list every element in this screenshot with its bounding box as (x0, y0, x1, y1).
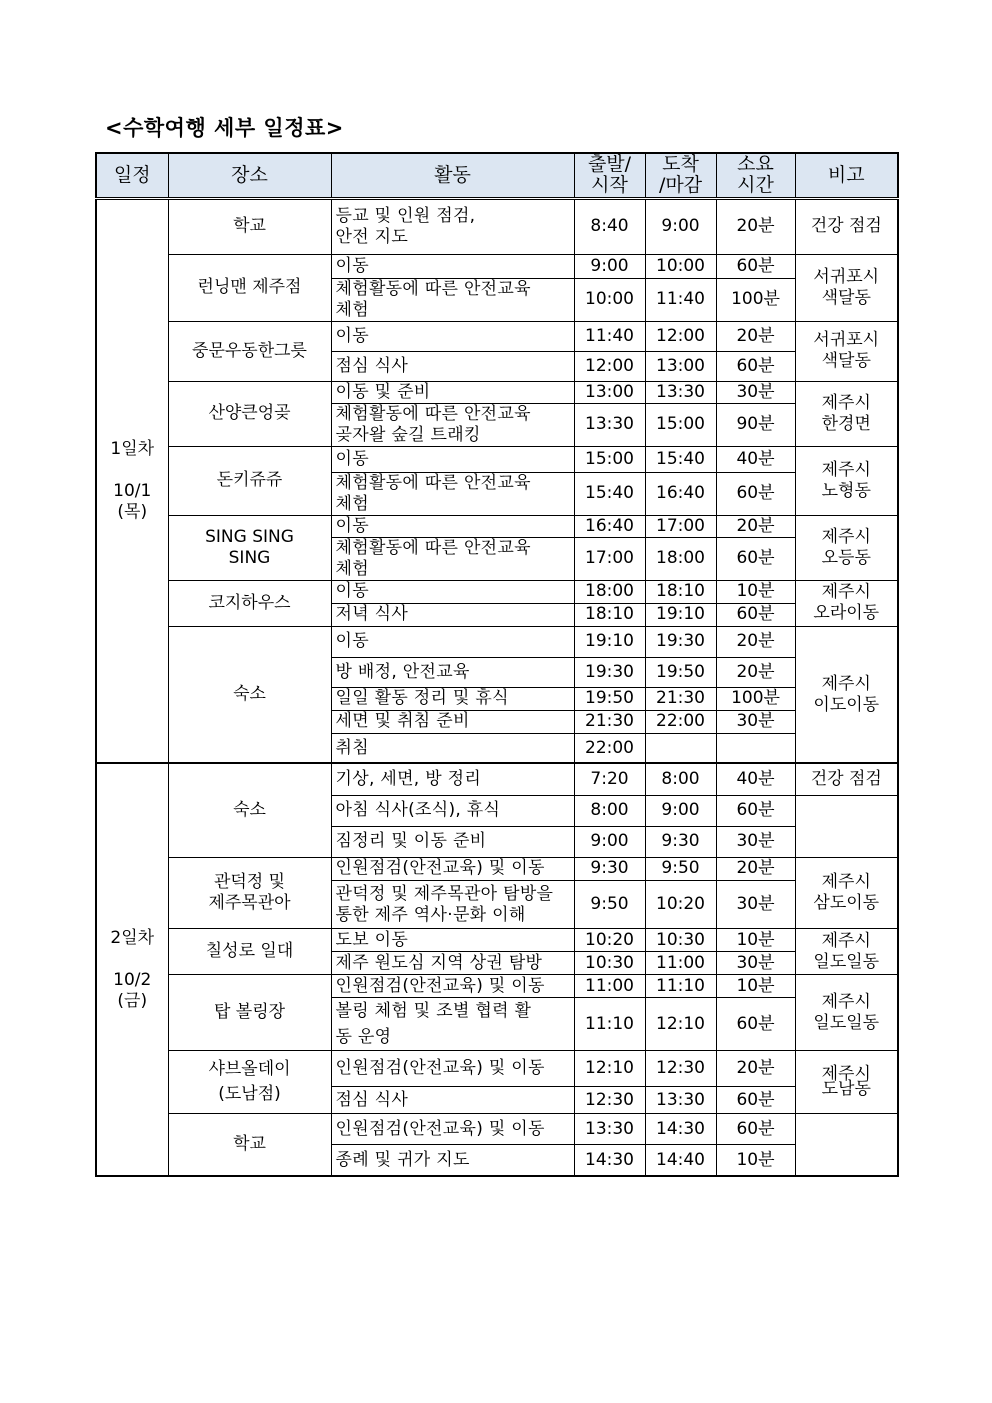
activity-cell: 관덕정 및 제주목관아 탐방을 통한 제주 역사·문화 이해 (331, 881, 574, 929)
duration: 60분 (716, 795, 795, 826)
note-cell: 제주시 이도이동 (795, 626, 898, 763)
duration: 20분 (716, 515, 795, 537)
duration: 60분 (716, 1114, 795, 1145)
duration: 60분 (716, 603, 795, 626)
start-time: 11:10 (574, 998, 645, 1051)
note-cell: 제주시 도남동 (795, 1051, 898, 1114)
duration: 30분 (716, 710, 795, 733)
place-cell: 칠성로 일대 (168, 929, 331, 975)
duration: 40분 (716, 763, 795, 795)
duration: 20분 (716, 321, 795, 351)
place-cell: 관덕정 및 제주목관아 (168, 857, 331, 928)
start-time: 19:10 (574, 626, 645, 657)
start-time: 13:30 (574, 1114, 645, 1145)
note-cell: 제주시 일도일동 (795, 975, 898, 1051)
end-time: 14:40 (645, 1145, 716, 1176)
duration: 10분 (716, 580, 795, 603)
end-time: 10:00 (645, 254, 716, 278)
duration: 20분 (716, 857, 795, 880)
start-time: 14:30 (574, 1145, 645, 1176)
start-time: 12:30 (574, 1087, 645, 1114)
activity-cell: 이동 (331, 321, 574, 351)
header-place: 장소 (168, 153, 331, 198)
end-time: 9:50 (645, 857, 716, 880)
activity-cell: 일일 활동 정리 및 휴식 (331, 687, 574, 710)
end-time: 13:30 (645, 381, 716, 403)
note-cell: 건강 점검 (795, 763, 898, 795)
start-time: 10:00 (574, 278, 645, 321)
table-row (96, 929, 898, 952)
table-row (96, 515, 898, 537)
duration: 60분 (716, 254, 795, 278)
table-row (96, 254, 898, 278)
table-row (96, 763, 898, 795)
header-day: 일정 (96, 153, 168, 198)
table-row (96, 321, 898, 351)
duration: 10분 (716, 975, 795, 998)
duration: 40분 (716, 446, 795, 472)
activity-cell: 이동 및 준비 (331, 381, 574, 403)
duration: 20분 (716, 198, 795, 254)
duration: 20분 (716, 657, 795, 687)
end-time: 17:00 (645, 515, 716, 537)
activity-cell: 볼링 체험 및 조별 협력 활 동 운영 (331, 998, 574, 1051)
table-row (96, 1114, 898, 1145)
place-cell: 숙소 (168, 626, 331, 763)
end-time: 16:40 (645, 472, 716, 515)
end-time: 12:10 (645, 998, 716, 1051)
place-cell: 학교 (168, 198, 331, 254)
start-time: 15:40 (574, 472, 645, 515)
duration: 30분 (716, 826, 795, 857)
note-cell: 제주시 오등동 (795, 515, 898, 580)
end-time: 9:00 (645, 795, 716, 826)
start-time: 7:20 (574, 763, 645, 795)
start-time: 16:40 (574, 515, 645, 537)
start-time: 13:00 (574, 381, 645, 403)
end-time: 19:30 (645, 626, 716, 657)
table-row (96, 626, 898, 657)
activity-cell: 이동 (331, 515, 574, 537)
end-time: 15:00 (645, 403, 716, 446)
activity-cell: 등교 및 인원 점검, 안전 지도 (331, 198, 574, 254)
start-time: 15:00 (574, 446, 645, 472)
note-cell: 제주시 노형동 (795, 446, 898, 515)
end-time: 14:30 (645, 1114, 716, 1145)
place-cell: 코지하우스 (168, 580, 331, 626)
duration: 30분 (716, 881, 795, 929)
place-cell: 학교 (168, 1114, 331, 1176)
duration: 30분 (716, 381, 795, 403)
start-time: 9:00 (574, 826, 645, 857)
end-time: 9:00 (645, 198, 716, 254)
activity-cell: 방 배정, 안전교육 (331, 657, 574, 687)
activity-cell: 점심 식사 (331, 1087, 574, 1114)
start-time: 9:30 (574, 857, 645, 880)
header-start: 출발/ 시작 (574, 153, 645, 198)
end-time: 11:00 (645, 952, 716, 975)
place-cell: 샤브올데이 (도남점) (168, 1051, 331, 1114)
page-title: <수학여행 세부 일정표> (105, 116, 344, 140)
start-time: 9:00 (574, 254, 645, 278)
activity-cell: 이동 (331, 254, 574, 278)
start-time: 17:00 (574, 537, 645, 580)
place-cell: SING SING SING (168, 515, 331, 580)
start-time: 8:00 (574, 795, 645, 826)
activity-cell: 짐정리 및 이동 준비 (331, 826, 574, 857)
activity-cell: 체험활동에 따른 안전교육 체험 (331, 278, 574, 321)
table-row (96, 975, 898, 998)
activity-cell: 도보 이동 (331, 929, 574, 952)
end-time: 19:50 (645, 657, 716, 687)
activity-cell: 이동 (331, 446, 574, 472)
duration: 100분 (716, 687, 795, 710)
start-time: 11:00 (574, 975, 645, 998)
note-cell: 서귀포시 색달동 (795, 321, 898, 381)
end-time: 18:10 (645, 580, 716, 603)
note-cell: 제주시 삼도이동 (795, 857, 898, 928)
table-row (96, 381, 898, 403)
place-cell: 돈키쥬쥬 (168, 446, 331, 515)
start-time: 22:00 (574, 733, 645, 763)
start-time: 18:10 (574, 603, 645, 626)
start-time: 10:20 (574, 929, 645, 952)
start-time: 12:10 (574, 1051, 645, 1087)
end-time: 10:20 (645, 881, 716, 929)
header-activity: 활동 (331, 153, 574, 198)
activity-cell: 저녁 식사 (331, 603, 574, 626)
duration: 10분 (716, 1145, 795, 1176)
end-time: 15:40 (645, 446, 716, 472)
activity-cell: 세면 및 취침 준비 (331, 710, 574, 733)
activity-cell: 이동 (331, 580, 574, 603)
end-time: 21:30 (645, 687, 716, 710)
header-end: 도착 /마감 (645, 153, 716, 198)
duration: 60분 (716, 537, 795, 580)
start-time: 10:30 (574, 952, 645, 975)
end-time: 19:10 (645, 603, 716, 626)
start-time: 21:30 (574, 710, 645, 733)
table-row (96, 580, 898, 603)
header-duration: 소요 시간 (716, 153, 795, 198)
end-time: 11:40 (645, 278, 716, 321)
activity-cell: 종례 및 귀가 지도 (331, 1145, 574, 1176)
start-time: 12:00 (574, 351, 645, 381)
table-row (96, 857, 898, 880)
end-time: 12:00 (645, 321, 716, 351)
end-time (645, 733, 716, 763)
duration: 60분 (716, 1087, 795, 1114)
place-cell: 탑 볼링장 (168, 975, 331, 1051)
duration: 60분 (716, 998, 795, 1051)
end-time: 13:00 (645, 351, 716, 381)
duration: 100분 (716, 278, 795, 321)
start-time: 18:00 (574, 580, 645, 603)
activity-cell: 인원점검(안전교육) 및 이동 (331, 1114, 574, 1145)
duration: 10분 (716, 929, 795, 952)
day2-cell: 2일차 10/2 (금) (96, 763, 168, 1176)
duration: 20분 (716, 1051, 795, 1087)
header-note: 비고 (795, 153, 898, 198)
place-cell: 런닝맨 제주점 (168, 254, 331, 321)
activity-cell: 이동 (331, 626, 574, 657)
end-time: 10:30 (645, 929, 716, 952)
start-time: 9:50 (574, 881, 645, 929)
note-cell: 제주시 한경면 (795, 381, 898, 446)
activity-cell: 취침 (331, 733, 574, 763)
start-time: 8:40 (574, 198, 645, 254)
table-row (96, 446, 898, 472)
end-time: 8:00 (645, 763, 716, 795)
activity-cell: 인원점검(안전교육) 및 이동 (331, 857, 574, 880)
day1-cell: 1일차 10/1 (목) (96, 198, 168, 763)
start-time: 11:40 (574, 321, 645, 351)
duration: 30분 (716, 952, 795, 975)
end-time: 9:30 (645, 826, 716, 857)
place-cell: 중문우동한그릇 (168, 321, 331, 381)
schedule-table (95, 152, 899, 1177)
note-cell (795, 1114, 898, 1176)
activity-cell: 체험활동에 따른 안전교육 체험 (331, 537, 574, 580)
note-cell (795, 795, 898, 857)
table-row (96, 1051, 898, 1087)
start-time: 19:50 (574, 687, 645, 710)
note-cell: 서귀포시 색달동 (795, 254, 898, 321)
end-time: 13:30 (645, 1087, 716, 1114)
note-cell: 제주시 오라이동 (795, 580, 898, 626)
end-time: 12:30 (645, 1051, 716, 1087)
end-time: 18:00 (645, 537, 716, 580)
note-cell: 제주시 일도일동 (795, 929, 898, 975)
duration: 60분 (716, 351, 795, 381)
activity-cell: 인원점검(안전교육) 및 이동 (331, 975, 574, 998)
activity-cell: 체험활동에 따른 안전교육 체험 (331, 472, 574, 515)
activity-cell: 점심 식사 (331, 351, 574, 381)
duration: 90분 (716, 403, 795, 446)
end-time: 11:10 (645, 975, 716, 998)
duration: 60분 (716, 472, 795, 515)
end-time: 22:00 (645, 710, 716, 733)
duration: 20분 (716, 626, 795, 657)
start-time: 13:30 (574, 403, 645, 446)
duration (716, 733, 795, 763)
place-cell: 산양큰엉곶 (168, 381, 331, 446)
activity-cell: 인원점검(안전교육) 및 이동 (331, 1051, 574, 1087)
table-row (96, 198, 898, 254)
activity-cell: 체험활동에 따른 안전교육 곶자왈 숲길 트래킹 (331, 403, 574, 446)
place-cell: 숙소 (168, 763, 331, 857)
activity-cell: 제주 원도심 지역 상권 탐방 (331, 952, 574, 975)
start-time: 19:30 (574, 657, 645, 687)
activity-cell: 아침 식사(조식), 휴식 (331, 795, 574, 826)
activity-cell: 기상, 세면, 방 정리 (331, 763, 574, 795)
note-cell: 건강 점검 (795, 198, 898, 254)
